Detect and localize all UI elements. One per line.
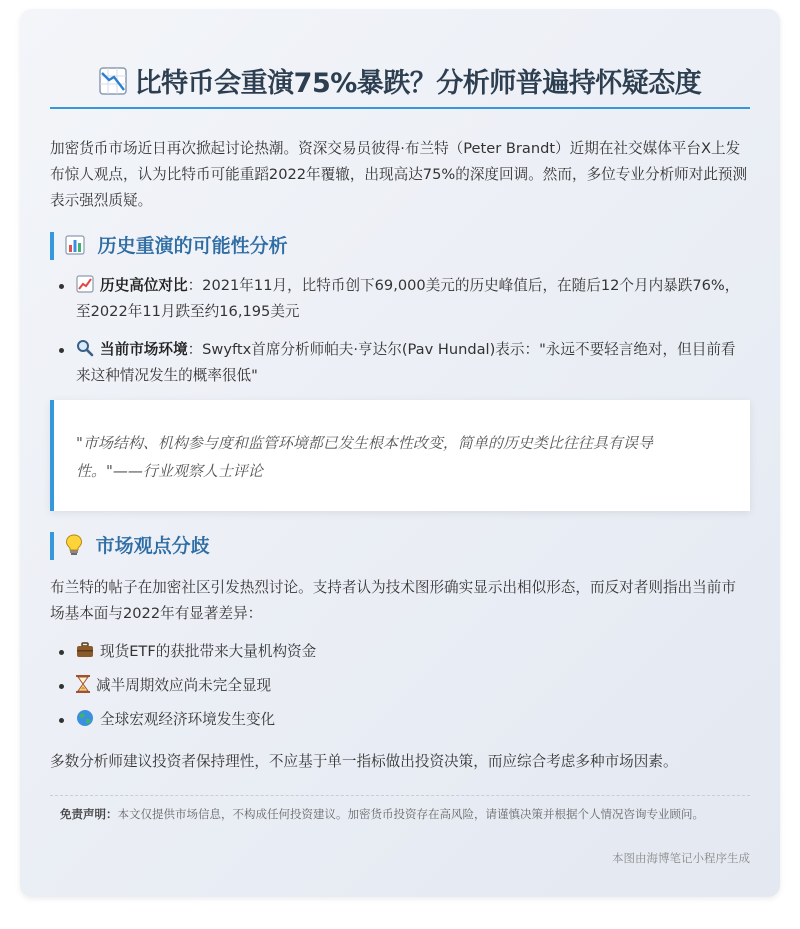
magnifier-icon [76, 337, 94, 363]
section-heading-history [50, 232, 288, 260]
list-item-text: 全球宏观经济环境发生变化 [100, 711, 276, 728]
list-item [50, 337, 750, 389]
title-text: 比特币会重演75%暴跌？分析师普遍持怀疑态度 [134, 68, 702, 99]
briefcase-icon [76, 639, 94, 665]
bar-chart-icon [65, 235, 92, 257]
list-item-text: 减半周期效应尚未完全显现 [96, 677, 272, 694]
list-item-text: 现货ETF的获批带来大量机构资金 [100, 643, 317, 660]
disclaimer [50, 805, 760, 823]
page-title [50, 61, 750, 107]
footer-credit: 本图由海博笔记小程序生成 [612, 851, 750, 865]
conclusion-paragraph: 多数分析师建议投资者保持理性，不应基于单一指标做出投资决策，而应综合考虑多种市场因素。 [50, 753, 678, 770]
divider [50, 795, 750, 796]
reasons-list [50, 639, 750, 733]
lightbulb-icon [65, 535, 90, 557]
list-item [50, 639, 750, 665]
disclaimer-label: 免责声明： [60, 807, 118, 821]
title-underline [50, 107, 750, 109]
list-item [50, 707, 750, 733]
hourglass-icon [76, 673, 90, 699]
list-item-label: 历史高位对比 [100, 277, 188, 294]
blockquote [50, 400, 750, 511]
section-heading-views [50, 532, 210, 560]
list-item [50, 673, 750, 699]
intro-paragraph: 加密货币市场近日再次掀起讨论热潮。资深交易员彼得·布兰特（Peter Brandt）近期在社交媒体平台X上发布惊人观点，认为比特币可能重蹈2022年覆辙，出现高达75%的深度回调。然而，多位专业分析师对此预测表示强烈质疑。 [50, 140, 748, 209]
history-list [50, 273, 750, 389]
list-item [50, 273, 750, 325]
article-card [20, 9, 780, 897]
section-heading-text: 市场观点分歧 [95, 535, 210, 557]
chart-decreasing-icon [99, 67, 127, 102]
views-paragraph: 布兰特的帖子在加密社区引发热烈讨论。支持者认为技术图形确实显示出相似形态，而反对者则指出当前市场基本面与2022年有显著差异： [50, 579, 736, 622]
list-item-text: ：2021年11月，比特币创下69,000美元的历史峰值后，在随后12个月内暴跌76%，至2022年11月跌至约16,195美元 [76, 277, 740, 320]
chart-increasing-icon [76, 273, 94, 299]
disclaimer-text: 本文仅提供市场信息，不构成任何投资建议。加密货币投资存在高风险，请谨慎决策并根据个人情况咨询专业顾问。 [117, 807, 704, 821]
section-heading-text: 历史重演的可能性分析 [97, 235, 288, 257]
list-item-text: ：Swyftx首席分析师帕夫·亨达尔(Pav Hundal)表示："永远不要轻言绝对，但目前看来这种情况发生的概率很低" [76, 341, 736, 384]
list-item-label: 当前市场环境 [100, 341, 188, 358]
quote-text: "市场结构、机构参与度和监管环境都已发生根本性改变，简单的历史类比往往具有误导性。"——行业观察人士评论 [76, 434, 653, 480]
globe-icon [76, 707, 94, 733]
